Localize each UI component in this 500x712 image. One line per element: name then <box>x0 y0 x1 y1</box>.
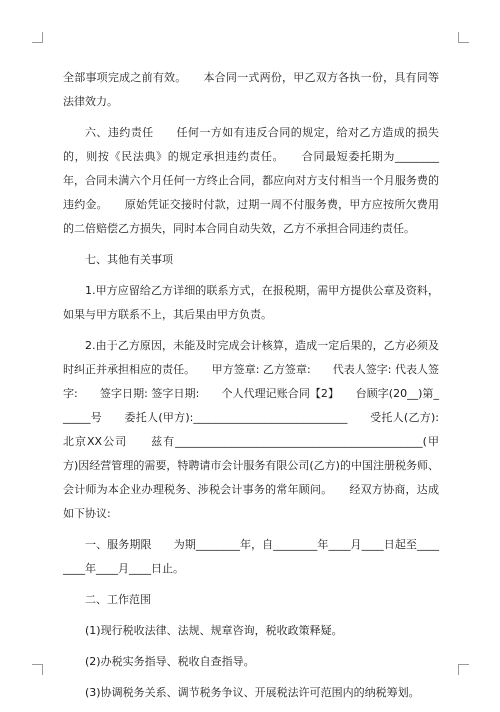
crop-mark-top-right <box>458 32 469 43</box>
crop-mark-top-left <box>32 32 43 43</box>
paragraph-work-scope-heading: 二、工作范围 <box>85 593 151 606</box>
paragraph-breach-liability: 六、违约责任 任何一方如有违反合同的规定，给对乙方造成的损失的，则按《民法典》的规定承担违约责任。 合同最短委托期为________年，合同未满六个月任何一方终止合同，都应向对方支付相当一个月服务费的违约金。 原始凭证交接时付款，过期一周不付服务费，甲方应按所欠费用的二倍赔偿乙方损失，同时本合同自动失效，乙方不承担合同违约责任。 <box>63 126 439 235</box>
crop-mark-bottom-left <box>32 664 43 675</box>
paragraph-scope-item-2: (2)办税实务指导、税收自查指导。 <box>85 655 255 668</box>
paragraph-responsibility-and-agreement: 2.由于乙方原因，未能及时完成会计核算，造成一定后果的，乙方必须及时纠正并承担相应的责任。 甲方签章: 乙方签章: 代表人签字: 代表人签字: 签字日期: 签字日期: 个人代理记账合同【2】 台顾字(20__)第______号 委托人(甲方):____________________________ 受托人(乙方):北京XX公司 兹有_____________________________________________(甲方)因经营管理的需要，特聘请市会计服务有限公司(乙方)的中国注册税务师、会计师为本企业办理税务、涉税会计事务的常年顾问。 经双方协商，达成如下协议: <box>63 339 439 520</box>
paragraph-contact-obligation: 1.甲方应留给乙方详细的联系方式，在报税期，需甲方提供公章及资料，如果与甲方联系不上，其后果由甲方负责。 <box>63 284 439 321</box>
crop-mark-bottom-right <box>458 664 469 675</box>
paragraph-scope-item-1: (1)现行税收法律、法规、规章咨询，税收政策释疑。 <box>85 624 343 637</box>
paragraph-validity-and-copies: 全部事项完成之前有效。 本合同一式两份，甲乙双方各执一份，具有同等法律效力。 <box>63 71 439 108</box>
paragraph-scope-item-3: (3)协调税务关系、调节税务争议、开展税法许可范围内的纳税筹划。 <box>85 686 420 699</box>
document-body <box>63 66 439 712</box>
paragraph-other-matters-heading: 七、其他有关事项 <box>85 253 173 266</box>
paragraph-service-term: 一、服务期限 为期________年，自________年____月____日起至________年____月____日止。 <box>63 538 439 575</box>
